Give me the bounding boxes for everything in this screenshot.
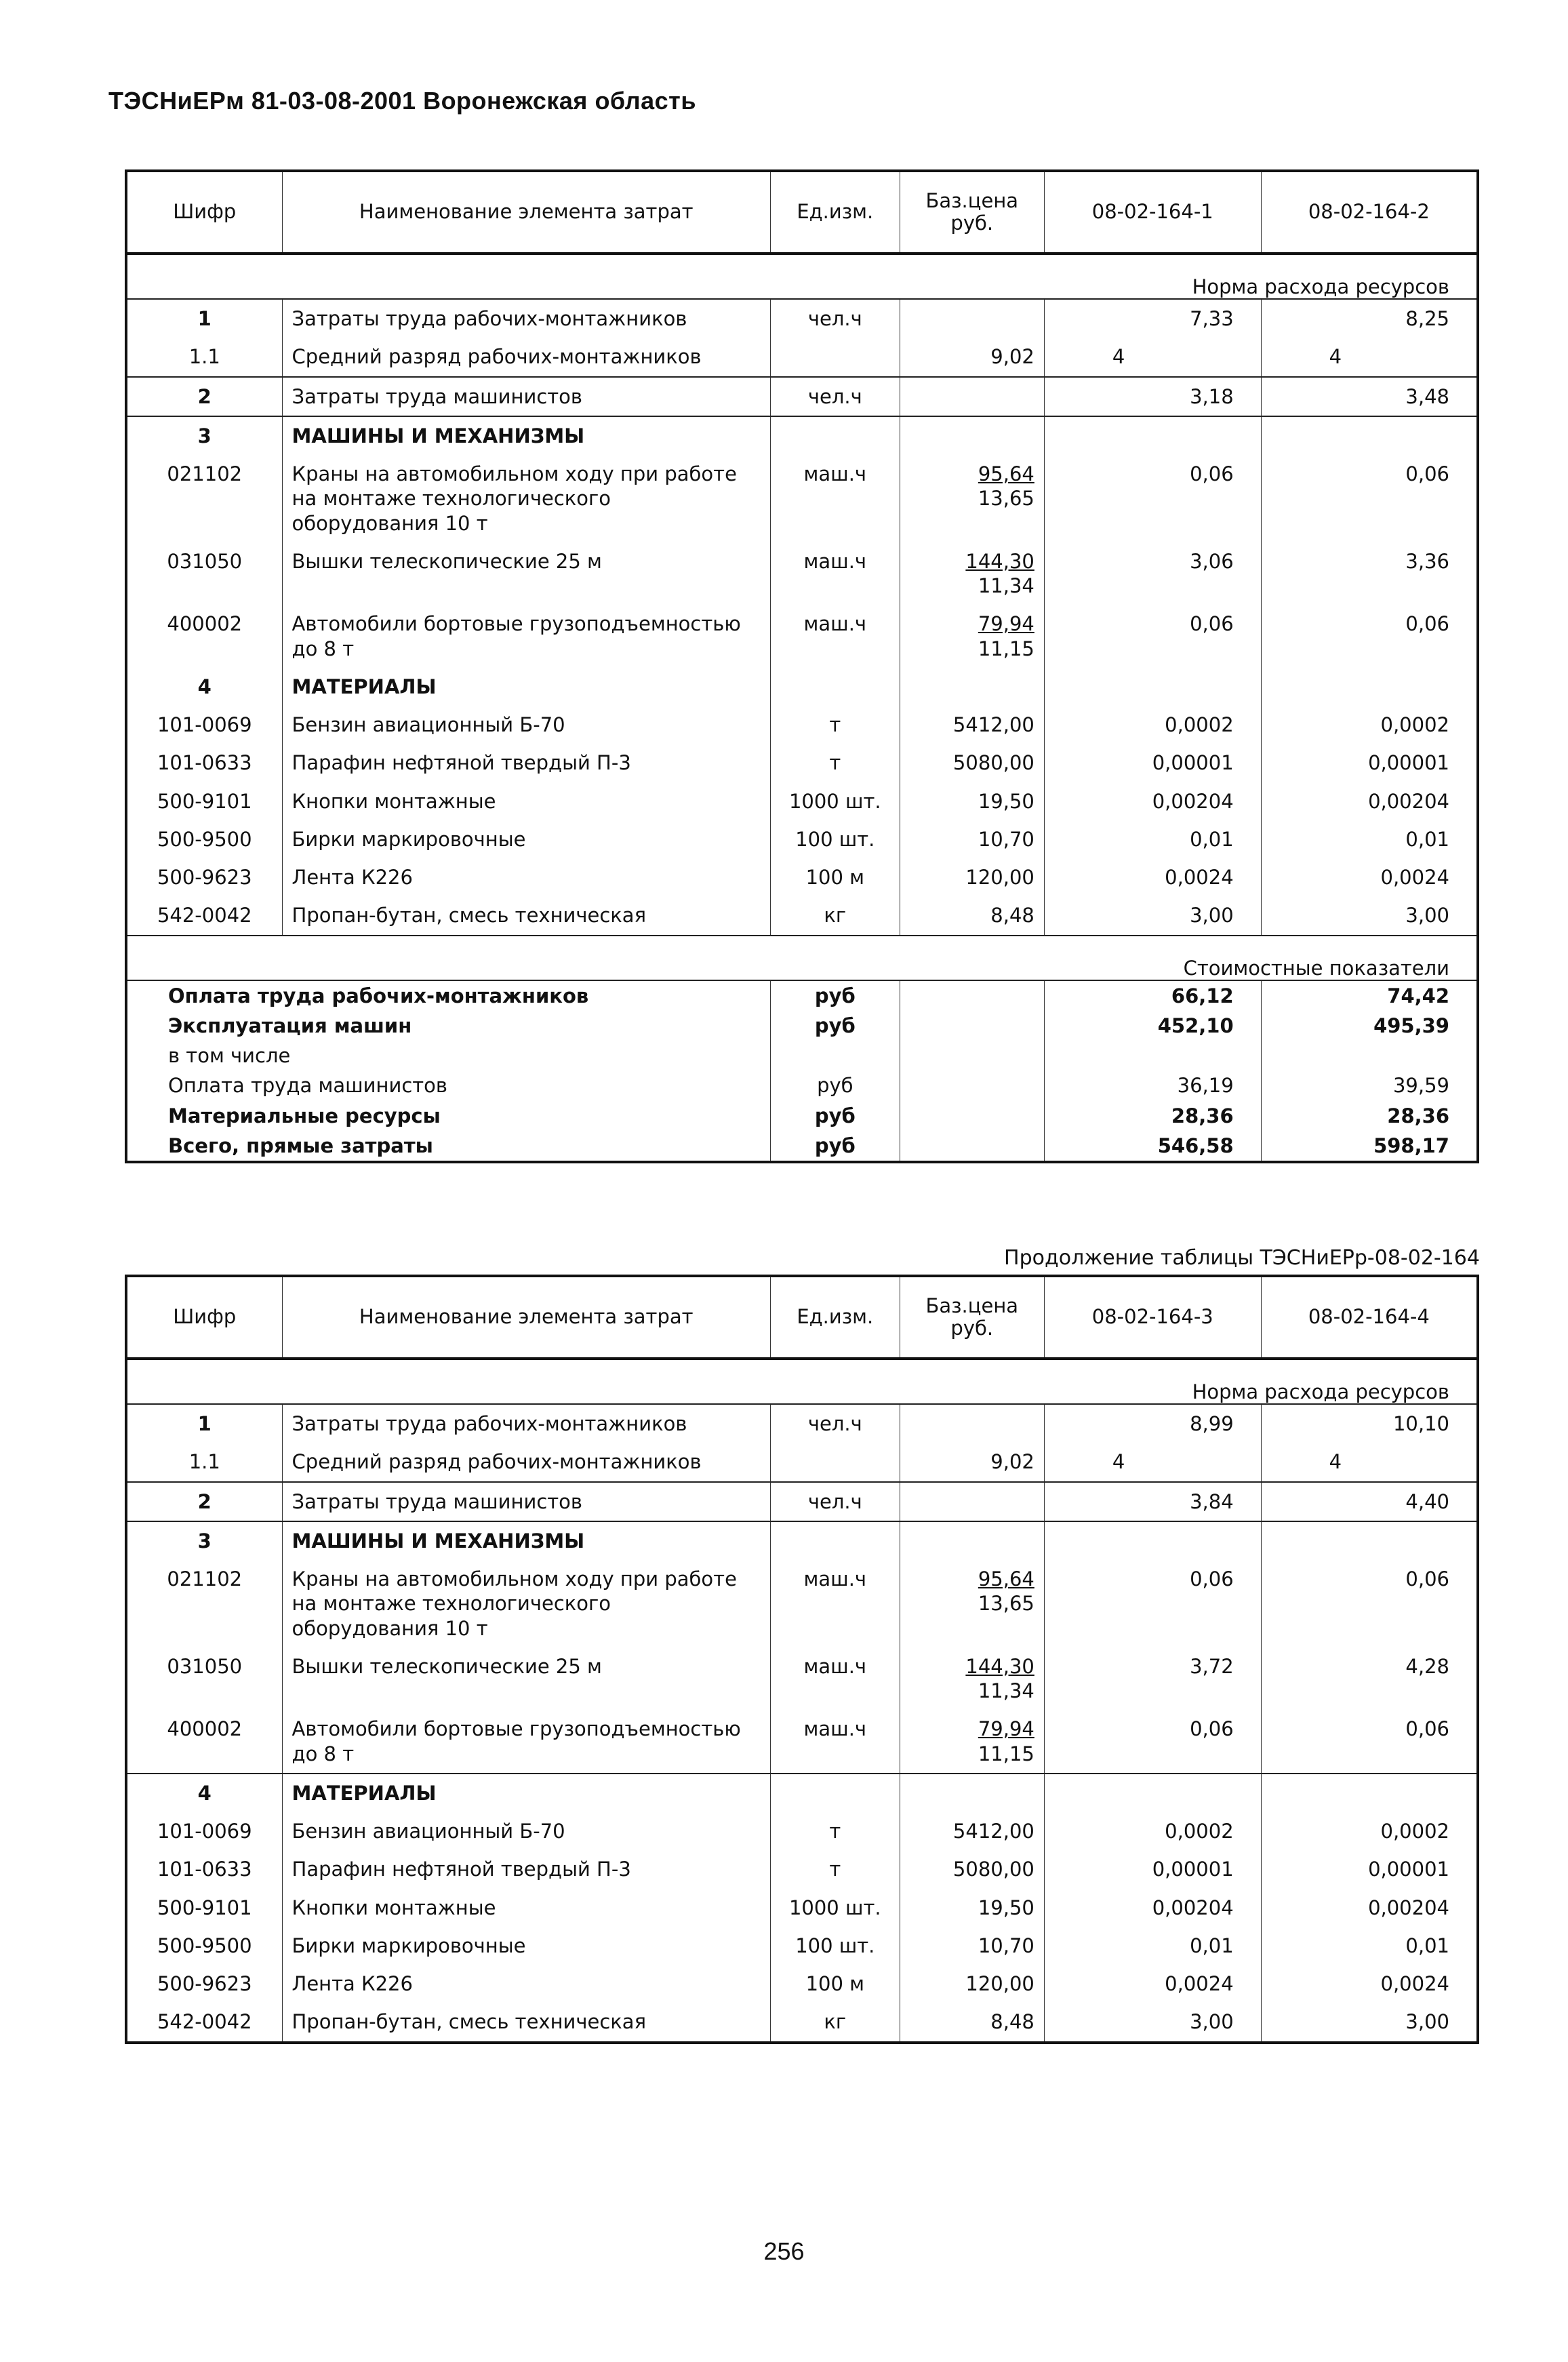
cost-value-b: 598,17 <box>1261 1131 1478 1162</box>
row-value-a: 0,01 <box>1044 820 1261 858</box>
row-value-a: 0,00001 <box>1044 1850 1261 1888</box>
row-code: 101-0069 <box>126 1812 282 1850</box>
row-unit: чел.ч <box>770 377 900 416</box>
section-title: МАШИНЫ И МЕХАНИЗМЫ <box>282 1521 770 1560</box>
row-price <box>900 1710 1044 1774</box>
header-name: Наименование элемента затрат <box>282 1276 770 1359</box>
resource-norms-table-2 <box>125 1275 1479 2044</box>
row-name: Средний разряд рабочих-монтажников <box>282 1443 770 1481</box>
row-value-a: 3,84 <box>1044 1482 1261 1521</box>
cost-unit: руб <box>770 1070 900 1100</box>
row-value-b: 0,06 <box>1261 605 1478 668</box>
row-price: 9,02 <box>900 1443 1044 1481</box>
table-row <box>126 1404 1478 1443</box>
table-row <box>126 1850 1478 1888</box>
cost-value-b <box>1261 1041 1478 1070</box>
header-col-b: 08-02-164-2 <box>1261 171 1478 254</box>
header-price-line2: руб. <box>950 212 994 235</box>
row-name: Бензин авиационный Б-70 <box>282 1812 770 1850</box>
row-code: 400002 <box>126 1710 282 1774</box>
price-wages: 11,15 <box>978 637 1034 660</box>
norm-band-row <box>126 254 1478 299</box>
row-code: 1 <box>126 1404 282 1443</box>
row-value-b: 4,40 <box>1261 1482 1478 1521</box>
row-value-a: 4 <box>1044 1443 1261 1481</box>
cost-unit: руб <box>770 1011 900 1041</box>
price-wages: 13,65 <box>978 487 1034 511</box>
row-value-a: 0,0002 <box>1044 1812 1261 1850</box>
row-value-b: 3,00 <box>1261 2003 1478 2042</box>
row-name: Лента К226 <box>282 1965 770 2003</box>
row-unit: 100 шт. <box>770 1927 900 1965</box>
table-row <box>126 858 1478 896</box>
row-value-a: 0,00204 <box>1044 1889 1261 1927</box>
row-price <box>900 1560 1044 1647</box>
header-base-price <box>900 171 1044 254</box>
row-value-a: 3,00 <box>1044 896 1261 935</box>
price-wages: 11,34 <box>978 1679 1034 1702</box>
row-code: 542-0042 <box>126 896 282 935</box>
row-value-b: 0,06 <box>1261 455 1478 542</box>
price-total: 79,94 <box>978 612 1034 636</box>
row-unit: т <box>770 706 900 744</box>
table-row <box>126 782 1478 820</box>
row-code: 500-9500 <box>126 1927 282 1965</box>
header-price-line1: Баз.цена <box>925 188 1019 212</box>
table-row <box>126 1443 1478 1481</box>
row-name: Автомобили бортовые грузоподъемностью до 8 т <box>282 605 770 668</box>
row-code: 500-9623 <box>126 858 282 896</box>
row-price: 9,02 <box>900 338 1044 376</box>
row-price: 19,50 <box>900 1889 1044 1927</box>
row-value-a: 0,01 <box>1044 1927 1261 1965</box>
row-value-a: 3,06 <box>1044 542 1261 605</box>
row-code: 500-9101 <box>126 782 282 820</box>
cost-band-row <box>126 936 1478 980</box>
row-value-a: 0,06 <box>1044 1710 1261 1774</box>
section-title: МАТЕРИАЛЫ <box>282 1774 770 1812</box>
row-name: Лента К226 <box>282 858 770 896</box>
header-name: Наименование элемента затрат <box>282 171 770 254</box>
row-value-a: 7,33 <box>1044 299 1261 338</box>
norm-band-label: Норма расхода ресурсов <box>126 1359 1478 1404</box>
header-col-a: 08-02-164-1 <box>1044 171 1261 254</box>
row-code: 101-0069 <box>126 706 282 744</box>
row-name: Кнопки монтажные <box>282 782 770 820</box>
row-code: 400002 <box>126 605 282 668</box>
header-unit: Ед.изм. <box>770 1276 900 1359</box>
cost-row <box>126 980 1478 1011</box>
row-unit: маш.ч <box>770 1647 900 1710</box>
row-value-a: 0,0024 <box>1044 1965 1261 2003</box>
cost-label: Всего, прямые затраты <box>126 1131 770 1162</box>
row-name: Пропан-бутан, смесь техническая <box>282 2003 770 2042</box>
row-name: Краны на автомобильном ходу при работе на монтаже технологического оборудования 10 т <box>282 455 770 542</box>
header-col-b: 08-02-164-4 <box>1261 1276 1478 1359</box>
cost-value-a: 452,10 <box>1044 1011 1261 1041</box>
table-row <box>126 896 1478 935</box>
header-price-line2: руб. <box>950 1317 994 1340</box>
table-row <box>126 1560 1478 1647</box>
row-code: 031050 <box>126 542 282 605</box>
row-name: Бирки маркировочные <box>282 820 770 858</box>
header-code: Шифр <box>126 171 282 254</box>
price-total: 95,64 <box>978 462 1034 485</box>
row-value-a: 0,00001 <box>1044 744 1261 782</box>
table-row <box>126 1482 1478 1521</box>
price-wages: 11,34 <box>978 574 1034 597</box>
cost-label: в том числе <box>126 1041 770 1070</box>
cost-band-label: Стоимостные показатели <box>126 936 1478 980</box>
row-unit: кг <box>770 896 900 935</box>
header-unit: Ед.изм. <box>770 171 900 254</box>
table-continuation-note: Продолжение таблицы ТЭСНиЕРр-08-02-164 <box>1004 1246 1480 1270</box>
cost-value-a: 66,12 <box>1044 980 1261 1011</box>
row-code: 021102 <box>126 1560 282 1647</box>
cost-value-a: 546,58 <box>1044 1131 1261 1162</box>
row-value-b: 4 <box>1261 338 1478 376</box>
row-value-b: 3,48 <box>1261 377 1478 416</box>
row-value-b: 3,36 <box>1261 542 1478 605</box>
row-price <box>900 1404 1044 1443</box>
row-price <box>900 377 1044 416</box>
table-row <box>126 2003 1478 2042</box>
table-row <box>126 542 1478 605</box>
row-code: 1.1 <box>126 1443 282 1481</box>
table-row <box>126 605 1478 668</box>
row-name: Затраты труда рабочих-монтажников <box>282 1404 770 1443</box>
cost-unit: руб <box>770 980 900 1011</box>
row-value-a: 3,72 <box>1044 1647 1261 1710</box>
row-name: Затраты труда машинистов <box>282 1482 770 1521</box>
cost-value-b: 28,36 <box>1261 1101 1478 1131</box>
cost-unit: руб <box>770 1101 900 1131</box>
row-price: 19,50 <box>900 782 1044 820</box>
section-code: 3 <box>126 1521 282 1560</box>
cost-row <box>126 1070 1478 1100</box>
cost-row <box>126 1011 1478 1041</box>
table-row <box>126 1647 1478 1710</box>
table-row <box>126 1927 1478 1965</box>
price-total: 144,30 <box>965 1654 1034 1678</box>
header-price-line1: Баз.цена <box>925 1294 1019 1317</box>
row-name: Краны на автомобильном ходу при работе на монтаже технологического оборудования 10 т <box>282 1560 770 1647</box>
row-price: 10,70 <box>900 820 1044 858</box>
header-base-price <box>900 1276 1044 1359</box>
page-number: 256 <box>763 2237 805 2265</box>
table-row <box>126 1812 1478 1850</box>
row-value-b: 0,00204 <box>1261 1889 1478 1927</box>
section-row-machines <box>126 1521 1478 1560</box>
row-value-b: 0,06 <box>1261 1710 1478 1774</box>
section-title: МАШИНЫ И МЕХАНИЗМЫ <box>282 416 770 455</box>
row-unit: маш.ч <box>770 542 900 605</box>
row-unit: 1000 шт. <box>770 782 900 820</box>
norm-band-row <box>126 1359 1478 1404</box>
row-code: 542-0042 <box>126 2003 282 2042</box>
cost-value-b: 74,42 <box>1261 980 1478 1011</box>
row-code: 500-9500 <box>126 820 282 858</box>
resource-norms-table-1 <box>125 169 1479 1163</box>
table-row <box>126 744 1478 782</box>
row-name: Кнопки монтажные <box>282 1889 770 1927</box>
cost-row-total <box>126 1131 1478 1162</box>
row-price: 120,00 <box>900 1965 1044 2003</box>
row-price: 8,48 <box>900 896 1044 935</box>
row-price <box>900 542 1044 605</box>
row-unit: т <box>770 1812 900 1850</box>
table-header-row <box>126 1276 1478 1359</box>
row-value-b: 8,25 <box>1261 299 1478 338</box>
row-unit: маш.ч <box>770 1560 900 1647</box>
section-code: 4 <box>126 668 282 706</box>
row-name: Затраты труда машинистов <box>282 377 770 416</box>
row-unit: 100 м <box>770 1965 900 2003</box>
row-name: Парафин нефтяной твердый П-3 <box>282 1850 770 1888</box>
cost-value-a <box>1044 1041 1261 1070</box>
row-name: Вышки телескопические 25 м <box>282 542 770 605</box>
row-name: Бензин авиационный Б-70 <box>282 706 770 744</box>
row-value-a: 8,99 <box>1044 1404 1261 1443</box>
row-value-b: 0,0024 <box>1261 1965 1478 2003</box>
row-name: Средний разряд рабочих-монтажников <box>282 338 770 376</box>
table-row <box>126 1965 1478 2003</box>
cost-value-b: 39,59 <box>1261 1070 1478 1100</box>
section-row-machines <box>126 416 1478 455</box>
row-price <box>900 605 1044 668</box>
table-row <box>126 338 1478 376</box>
row-unit: чел.ч <box>770 1404 900 1443</box>
row-code: 021102 <box>126 455 282 542</box>
row-name: Автомобили бортовые грузоподъемностью до 8 т <box>282 1710 770 1774</box>
row-price: 8,48 <box>900 2003 1044 2042</box>
price-wages: 13,65 <box>978 1592 1034 1616</box>
row-unit: т <box>770 744 900 782</box>
table-row <box>126 1889 1478 1927</box>
row-price: 5080,00 <box>900 1850 1044 1888</box>
row-value-b: 0,00204 <box>1261 782 1478 820</box>
row-price: 5412,00 <box>900 1812 1044 1850</box>
row-value-a: 0,06 <box>1044 455 1261 542</box>
row-value-b: 0,00001 <box>1261 1850 1478 1888</box>
section-code: 4 <box>126 1774 282 1812</box>
row-value-b: 4,28 <box>1261 1647 1478 1710</box>
row-value-b: 4 <box>1261 1443 1478 1481</box>
row-name: Пропан-бутан, смесь техническая <box>282 896 770 935</box>
row-unit: маш.ч <box>770 455 900 542</box>
row-value-b: 0,0002 <box>1261 706 1478 744</box>
section-row-materials <box>126 668 1478 706</box>
row-name: Парафин нефтяной твердый П-3 <box>282 744 770 782</box>
row-price <box>900 455 1044 542</box>
header-col-a: 08-02-164-3 <box>1044 1276 1261 1359</box>
row-value-b: 0,00001 <box>1261 744 1478 782</box>
row-unit: 100 шт. <box>770 820 900 858</box>
cost-row <box>126 1041 1478 1070</box>
row-code: 101-0633 <box>126 1850 282 1888</box>
row-value-a: 0,00204 <box>1044 782 1261 820</box>
row-code: 2 <box>126 377 282 416</box>
section-code: 3 <box>126 416 282 455</box>
row-price: 5080,00 <box>900 744 1044 782</box>
row-price <box>900 1482 1044 1521</box>
header-code: Шифр <box>126 1276 282 1359</box>
price-total: 95,64 <box>978 1567 1034 1590</box>
section-title: МАТЕРИАЛЫ <box>282 668 770 706</box>
row-price <box>900 299 1044 338</box>
row-name: Бирки маркировочные <box>282 1927 770 1965</box>
cost-unit <box>770 1041 900 1070</box>
row-unit: кг <box>770 2003 900 2042</box>
row-value-b: 0,0002 <box>1261 1812 1478 1850</box>
table-header-row <box>126 171 1478 254</box>
table-row <box>126 455 1478 542</box>
table-row <box>126 377 1478 416</box>
price-total: 144,30 <box>965 549 1034 573</box>
row-unit: чел.ч <box>770 1482 900 1521</box>
row-price <box>900 1647 1044 1710</box>
row-value-b: 3,00 <box>1261 896 1478 935</box>
table-row <box>126 820 1478 858</box>
row-value-a: 0,06 <box>1044 605 1261 668</box>
row-price: 5412,00 <box>900 706 1044 744</box>
price-wages: 11,15 <box>978 1742 1034 1765</box>
cost-value-b: 495,39 <box>1261 1011 1478 1041</box>
cost-label: Эксплуатация машин <box>126 1011 770 1041</box>
row-value-a: 0,0024 <box>1044 858 1261 896</box>
row-code: 500-9101 <box>126 1889 282 1927</box>
table-row <box>126 706 1478 744</box>
row-value-b: 0,0024 <box>1261 858 1478 896</box>
row-code: 1.1 <box>126 338 282 376</box>
row-code: 1 <box>126 299 282 338</box>
section-row-materials <box>126 1774 1478 1812</box>
row-name: Вышки телескопические 25 м <box>282 1647 770 1710</box>
row-value-a: 0,06 <box>1044 1560 1261 1647</box>
row-value-a: 0,0002 <box>1044 706 1261 744</box>
cost-row <box>126 1101 1478 1131</box>
cost-label: Оплата труда рабочих-монтажников <box>126 980 770 1011</box>
row-unit: чел.ч <box>770 299 900 338</box>
cost-value-a: 28,36 <box>1044 1101 1261 1131</box>
row-name: Затраты труда рабочих-монтажников <box>282 299 770 338</box>
row-value-b: 0,01 <box>1261 1927 1478 1965</box>
cost-label: Оплата труда машинистов <box>126 1070 770 1100</box>
row-unit <box>770 338 900 376</box>
cost-unit: руб <box>770 1131 900 1162</box>
price-total: 79,94 <box>978 1717 1034 1741</box>
cost-value-a: 36,19 <box>1044 1070 1261 1100</box>
row-value-b: 0,01 <box>1261 820 1478 858</box>
row-price: 10,70 <box>900 1927 1044 1965</box>
table-row <box>126 1710 1478 1774</box>
row-code: 500-9623 <box>126 1965 282 2003</box>
row-unit: маш.ч <box>770 1710 900 1774</box>
document-title: ТЭСНиЕРм 81-03-08-2001 Воронежская область <box>108 87 696 115</box>
row-code: 031050 <box>126 1647 282 1710</box>
row-unit <box>770 1443 900 1481</box>
row-value-a: 3,18 <box>1044 377 1261 416</box>
row-code: 2 <box>126 1482 282 1521</box>
norm-band-label: Норма расхода ресурсов <box>126 254 1478 299</box>
row-unit: 100 м <box>770 858 900 896</box>
row-unit: 1000 шт. <box>770 1889 900 1927</box>
row-value-b: 0,06 <box>1261 1560 1478 1647</box>
table-row <box>126 299 1478 338</box>
cost-label: Материальные ресурсы <box>126 1101 770 1131</box>
row-value-a: 3,00 <box>1044 2003 1261 2042</box>
row-unit: маш.ч <box>770 605 900 668</box>
row-price: 120,00 <box>900 858 1044 896</box>
row-value-a: 4 <box>1044 338 1261 376</box>
row-code: 101-0633 <box>126 744 282 782</box>
row-unit: т <box>770 1850 900 1888</box>
row-value-b: 10,10 <box>1261 1404 1478 1443</box>
